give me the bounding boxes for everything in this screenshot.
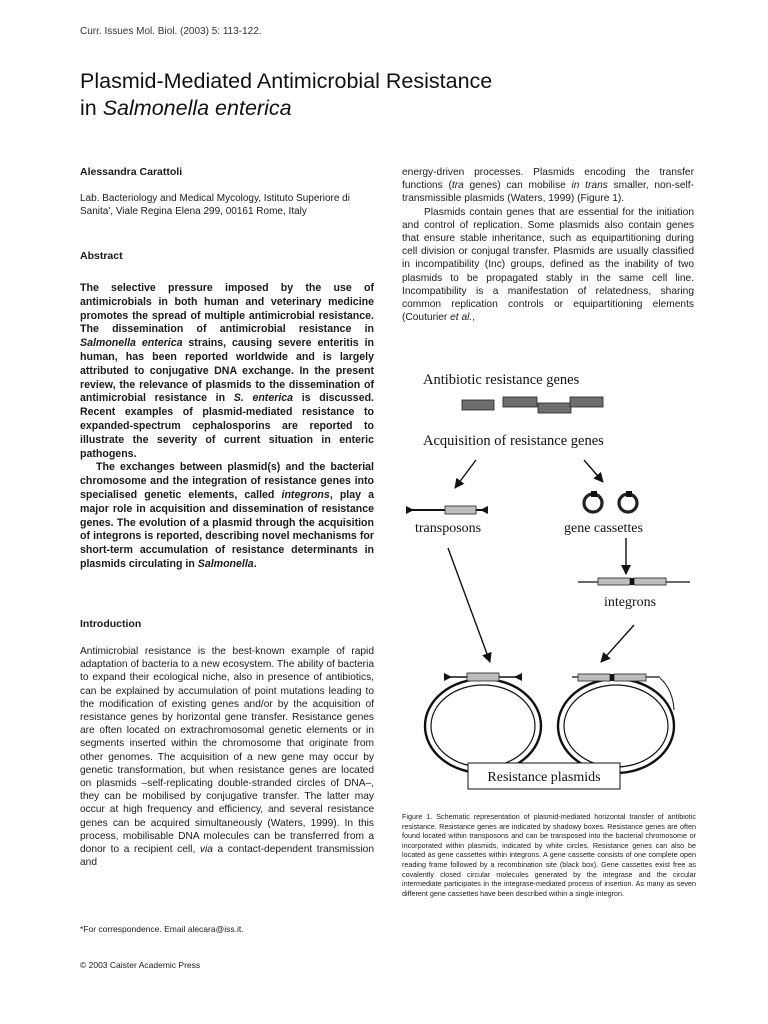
journal-citation: Curr. Issues Mol. Biol. (2003) 5: 113-122.	[80, 26, 262, 37]
intro-text: Antimicrobial resistance is the best-known example of rapid adaptation of bacteria to a new ecosystem. The ability of bacteria to expand their ecological niche, also in presence of antibiotics, can be explained by accumulation of point mutations leading to the modification of existing genes and/or by the acquisition of resistance genes by horizontal gene transfer. Resistance genes are often located on extrachromosomal genetic elements or in segments inserted within the chromosome that originate from other genomes. The acquisition of a new gene may occur by genetic transformation, but when resistance genes are located on plasmids –self-replicating double-stranded circles of DNA–, they can be mobilised by conjugative transfer. The latter may occur at high frequency and efficiency, and several resistance genes can be acquired simultaneously (Waters, 1999). In this process, mobilisable DNA molecules can be transferred from a donor to a recipient cell,	[80, 646, 374, 856]
resistance-gene-boxes	[462, 397, 603, 413]
author-name: Alessandra Carattoli	[80, 166, 183, 178]
body-text: genes) can mobilise	[463, 180, 572, 192]
gene-cassette-circles	[584, 491, 637, 512]
body-text: smaller, non-self-transmissible plasmids (Waters, 1999) (Figure 1).	[402, 180, 694, 205]
body-text: Plasmids contain genes that are essential for the initiation and control of replication. Some plasmids also contain genes that ensure stable inheritance, such as equipartitioning during cell division or conjugal transfer. Plasmids are usually classified in incompatibility (Inc) groups, defined as the inability of two plasmids to be propagated stably in the same cell line. Incompatibility is a manifestation of relatedness, sharing common replication controls or equipartitioning elements (Couturier	[402, 206, 694, 324]
abstract-text: , play a major role in acquisition and dissemination of resistance genes. The evolution of a plasmid through the acquisition of integrons is reported, describing novel mechanisms for short-term accumulation of resistance determinants in plasmids circulating in	[80, 488, 375, 570]
article-title	[80, 68, 700, 122]
abstract-text: .	[253, 557, 257, 570]
label-antibiotic-resistance-genes: Antibiotic resistance genes	[423, 372, 580, 388]
introduction-body	[80, 645, 374, 869]
arrow-to-transposons	[455, 460, 476, 488]
body-italic: in trans	[571, 180, 608, 192]
plasmid-with-integron	[558, 674, 674, 773]
label-resistance-plasmids: Resistance plasmids	[487, 770, 601, 785]
correspondence-footnote: *For correspondence. Email alecara@iss.it.	[80, 924, 244, 934]
intro-italic: via	[199, 844, 213, 856]
label-integrons: integrons	[604, 595, 657, 610]
abstract-paragraph-1	[80, 282, 374, 461]
abstract-text: The selective pressure imposed by the use of antimicrobials in both human and veterinary medicine promotes the spread of multiple antimicrobial resistance. The dissemination of antimicrobial resistance in	[80, 282, 374, 336]
abstract-paragraph-2	[80, 461, 374, 571]
figure-caption: Figure 1. Schematic representation of plasmid-mediated horizontal transfer of antibiotic resistance. Resistance genes are indicated by shadowy boxes. Resistance genes are often found located within transposons and can be transposed into the bacterial chromosome or incorporated within plasmids, indicated by white circles. Resistance genes can also be located as gene cassettes within integrons. A gene cassette consists of one complete open reading frame followed by a recombination site (black box). Gene cassettes exist free as covalently closed circular molecules generated by the integrase and the circular intermediate participates in the integrase-mediated process of insertion. As many as seven different gene cassettes have been described within a single integron.	[402, 812, 696, 898]
title-species: Salmonella enterica	[102, 96, 292, 120]
label-acquisition: Acquisition of resistance genes	[423, 433, 604, 449]
figure-1-diagram	[398, 360, 698, 800]
right-column-text	[402, 166, 694, 324]
abstract-italic: integrons	[281, 488, 330, 501]
arrow-to-cassettes	[584, 460, 603, 482]
abstract-heading: Abstract	[80, 250, 123, 262]
title-prefix: in	[80, 96, 103, 120]
intro-text: a contact-dependent transmission and	[80, 844, 374, 869]
label-transposons: transposons	[415, 521, 482, 536]
abstract-italic: Salmonella enterica	[80, 337, 183, 350]
author-affiliation: Lab. Bacteriology and Medical Mycology, Istituto Superiore di Sanita', Viale Regina Elena 299, 00161 Rome, Italy	[80, 193, 350, 217]
abstract-italic: Salmonella	[197, 557, 254, 570]
abstract-text: is discussed. Recent examples of plasmid-mediated resistance to expanded-spectrum cephalosporins are reported to illustrate the severity of current situation in enteric pathogens.	[80, 392, 375, 460]
transposon-element	[406, 506, 488, 514]
copyright-notice: © 2003 Caister Academic Press	[80, 960, 201, 970]
introduction-heading: Introduction	[80, 618, 142, 630]
arrow-integron-to-plasmid	[601, 625, 634, 662]
right-paragraph-2	[402, 206, 694, 325]
plasmid-with-transposon	[425, 673, 541, 773]
body-italic: et al.	[450, 312, 473, 324]
abstract-text: The exchanges between plasmid(s) and the bacterial chromosome and the integration of resistance genes into specialised genetic elements, called	[80, 461, 374, 501]
body-text: ,	[472, 312, 476, 324]
arrow-transposon-to-plasmid	[448, 548, 490, 662]
title-line-2	[80, 95, 700, 122]
label-gene-cassettes: gene cassettes	[564, 521, 643, 536]
right-paragraph-1	[402, 166, 694, 206]
title-line-1: Plasmid-Mediated Antimicrobial Resistance	[80, 69, 493, 93]
integron-element	[578, 578, 690, 585]
body-italic: tra	[451, 180, 464, 192]
abstract-text: strains, causing severe enteritis in human, has been reported worldwide and is largely attributed to conjugative DNA exchange. In the present review, the relevance of plasmids to the dissemination of antimicrobial resistance in	[80, 337, 374, 405]
abstract-body	[80, 282, 374, 572]
body-text: energy-driven processes. Plasmids encoding the transfer functions (	[402, 167, 694, 192]
abstract-italic: S. enterica	[233, 392, 294, 405]
